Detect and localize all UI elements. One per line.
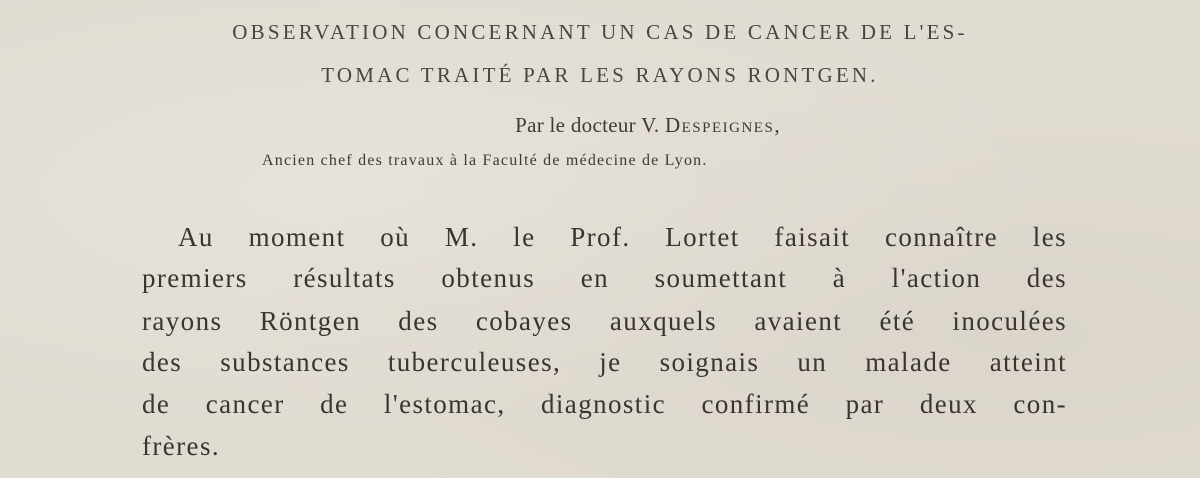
paragraph-line: de cancer de l'estomac, diagnostic confirmé par deux con-: [142, 389, 1067, 419]
author-name: Despeignes: [664, 113, 775, 137]
article-title-line-1: OBSERVATION CONCERNANT UN CAS DE CANCER DE L'ES-: [232, 20, 968, 44]
author-affiliation: Ancien chef des travaux à la Faculté de médecine de Lyon.: [262, 152, 708, 169]
paragraph-line: premiers résultats obtenus en soumettant à l'action des: [142, 263, 1067, 293]
paragraph-line: Au moment où M. le Prof. Lortet faisait connaître les: [178, 222, 1067, 252]
paragraph-line: rayons Röntgen des cobayes auxquels avaient été inoculées: [142, 306, 1067, 336]
author-byline: [0, 113, 1200, 138]
paragraph-line: frères.: [142, 431, 220, 461]
byline-suffix: ,: [774, 113, 780, 137]
article-title-line-2: TOMAC TRAITÉ PAR LES RAYONS RONTGEN.: [321, 63, 879, 87]
paragraph-line: des substances tuberculeuses, je soignais un malade atteint: [142, 347, 1067, 377]
byline-prefix: Par le docteur V.: [515, 113, 665, 137]
